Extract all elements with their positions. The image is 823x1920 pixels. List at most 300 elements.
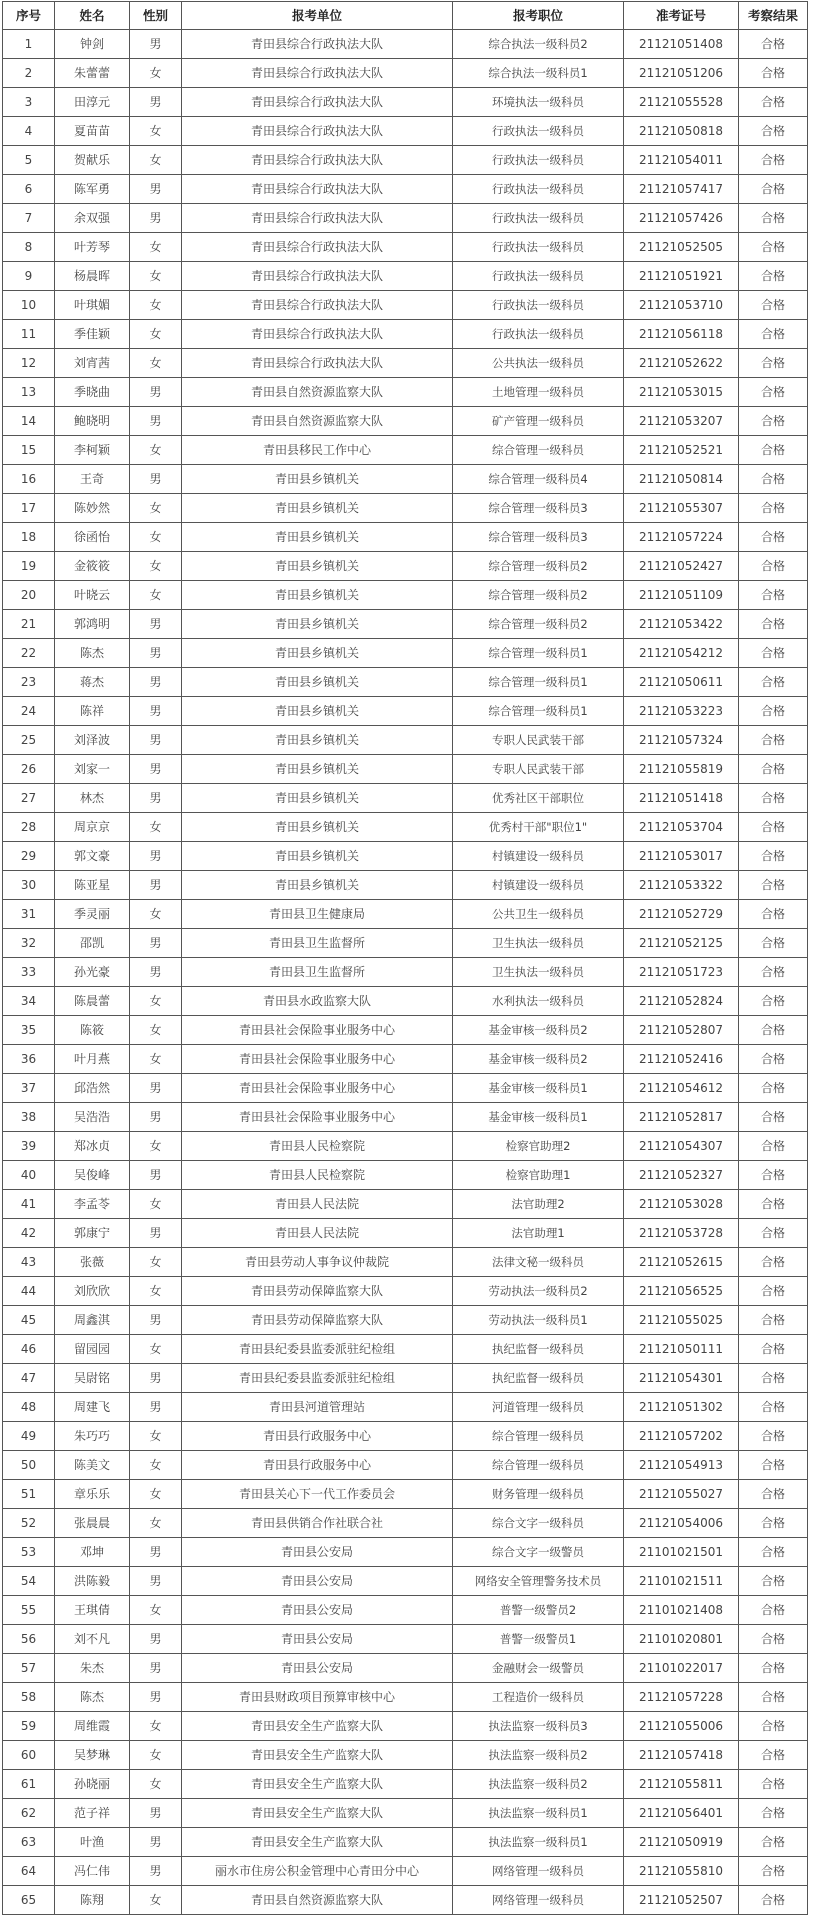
cell-unit: 青田县乡镇机关 (182, 610, 453, 639)
header-position: 报考职位 (453, 2, 624, 30)
cell-result: 合格 (739, 1074, 808, 1103)
cell-name: 陈亚星 (55, 871, 130, 900)
cell-unit: 青田县安全生产监察大队 (182, 1799, 453, 1828)
cell-unit: 青田县安全生产监察大队 (182, 1741, 453, 1770)
table-row (3, 1509, 808, 1538)
cell-result: 合格 (739, 1480, 808, 1509)
cell-name: 章乐乐 (55, 1480, 130, 1509)
cell-result: 合格 (739, 1654, 808, 1683)
cell-result: 合格 (739, 552, 808, 581)
cell-unit: 青田县乡镇机关 (182, 697, 453, 726)
cell-gender: 男 (130, 1219, 182, 1248)
table-row (3, 1364, 808, 1393)
cell-serial: 31 (3, 900, 55, 929)
cell-serial: 45 (3, 1306, 55, 1335)
cell-gender: 男 (130, 929, 182, 958)
cell-result: 合格 (739, 726, 808, 755)
cell-ticket-number: 21121050919 (624, 1828, 739, 1857)
cell-name: 郭康宁 (55, 1219, 130, 1248)
cell-name: 叶月燕 (55, 1045, 130, 1074)
cell-result: 合格 (739, 1045, 808, 1074)
cell-name: 范子祥 (55, 1799, 130, 1828)
cell-name: 陈美文 (55, 1451, 130, 1480)
cell-position: 土地管理一级科员 (453, 378, 624, 407)
cell-gender: 女 (130, 900, 182, 929)
cell-ticket-number: 21121053422 (624, 610, 739, 639)
cell-serial: 5 (3, 146, 55, 175)
cell-unit: 青田县安全生产监察大队 (182, 1770, 453, 1799)
cell-position: 河道管理一级科员 (453, 1393, 624, 1422)
cell-result: 合格 (739, 1277, 808, 1306)
cell-unit: 青田县卫生监督所 (182, 958, 453, 987)
cell-name: 刘泽波 (55, 726, 130, 755)
cell-position: 村镇建设一级科员 (453, 871, 624, 900)
cell-gender: 男 (130, 378, 182, 407)
cell-position: 综合管理一级科员 (453, 1422, 624, 1451)
cell-name: 郭鸿明 (55, 610, 130, 639)
cell-result: 合格 (739, 1741, 808, 1770)
cell-gender: 女 (130, 320, 182, 349)
cell-gender: 女 (130, 1480, 182, 1509)
cell-gender: 女 (130, 523, 182, 552)
cell-result: 合格 (739, 291, 808, 320)
cell-serial: 63 (3, 1828, 55, 1857)
cell-unit: 青田县乡镇机关 (182, 639, 453, 668)
cell-unit: 青田县公安局 (182, 1538, 453, 1567)
cell-ticket-number: 21121052327 (624, 1161, 739, 1190)
table-row (3, 1451, 808, 1480)
cell-name: 周鑫淇 (55, 1306, 130, 1335)
cell-gender: 女 (130, 1741, 182, 1770)
cell-result: 合格 (739, 1248, 808, 1277)
cell-serial: 4 (3, 117, 55, 146)
cell-name: 钟剑 (55, 30, 130, 59)
header-serial: 序号 (3, 2, 55, 30)
cell-position: 综合管理一级科员1 (453, 697, 624, 726)
cell-position: 公共执法一级科员 (453, 349, 624, 378)
cell-result: 合格 (739, 900, 808, 929)
cell-name: 刘不凡 (55, 1625, 130, 1654)
cell-gender: 女 (130, 1335, 182, 1364)
table-row (3, 233, 808, 262)
table-row (3, 842, 808, 871)
cell-position: 基金审核一级科员2 (453, 1045, 624, 1074)
cell-serial: 46 (3, 1335, 55, 1364)
cell-position: 优秀社区干部职位 (453, 784, 624, 813)
cell-serial: 16 (3, 465, 55, 494)
cell-gender: 女 (130, 1190, 182, 1219)
table-row (3, 1712, 808, 1741)
cell-gender: 女 (130, 1770, 182, 1799)
cell-ticket-number: 21121052416 (624, 1045, 739, 1074)
cell-result: 合格 (739, 1683, 808, 1712)
table-row (3, 1161, 808, 1190)
cell-serial: 36 (3, 1045, 55, 1074)
cell-name: 冯仁伟 (55, 1857, 130, 1886)
table-row (3, 639, 808, 668)
cell-name: 孙光豪 (55, 958, 130, 987)
cell-ticket-number: 21121052125 (624, 929, 739, 958)
cell-result: 合格 (739, 639, 808, 668)
cell-name: 叶渔 (55, 1828, 130, 1857)
table-row (3, 1741, 808, 1770)
cell-unit: 青田县综合行政执法大队 (182, 146, 453, 175)
cell-position: 行政执法一级科员 (453, 291, 624, 320)
cell-ticket-number: 21121051921 (624, 262, 739, 291)
cell-ticket-number: 21121051109 (624, 581, 739, 610)
cell-name: 季佳颖 (55, 320, 130, 349)
cell-gender: 男 (130, 1567, 182, 1596)
cell-ticket-number: 21121055027 (624, 1480, 739, 1509)
cell-serial: 33 (3, 958, 55, 987)
cell-position: 劳动执法一级科员2 (453, 1277, 624, 1306)
cell-gender: 男 (130, 1857, 182, 1886)
cell-gender: 女 (130, 146, 182, 175)
cell-serial: 1 (3, 30, 55, 59)
cell-serial: 35 (3, 1016, 55, 1045)
cell-ticket-number: 21121057418 (624, 1741, 739, 1770)
cell-unit: 青田县行政服务中心 (182, 1422, 453, 1451)
cell-serial: 25 (3, 726, 55, 755)
cell-serial: 7 (3, 204, 55, 233)
cell-unit: 青田县自然资源监察大队 (182, 407, 453, 436)
table-row (3, 349, 808, 378)
cell-ticket-number: 21121056525 (624, 1277, 739, 1306)
cell-serial: 15 (3, 436, 55, 465)
cell-unit: 青田县乡镇机关 (182, 755, 453, 784)
cell-name: 夏苗苗 (55, 117, 130, 146)
cell-ticket-number: 21121055307 (624, 494, 739, 523)
cell-serial: 65 (3, 1886, 55, 1915)
cell-serial: 64 (3, 1857, 55, 1886)
table-row (3, 1103, 808, 1132)
cell-position: 综合管理一级科员4 (453, 465, 624, 494)
cell-gender: 女 (130, 233, 182, 262)
cell-result: 合格 (739, 1538, 808, 1567)
cell-ticket-number: 21121051723 (624, 958, 739, 987)
table-row (3, 320, 808, 349)
cell-serial: 22 (3, 639, 55, 668)
cell-serial: 19 (3, 552, 55, 581)
cell-name: 蒋杰 (55, 668, 130, 697)
cell-unit: 青田县公安局 (182, 1567, 453, 1596)
cell-ticket-number: 21121052427 (624, 552, 739, 581)
cell-gender: 男 (130, 30, 182, 59)
cell-result: 合格 (739, 697, 808, 726)
cell-gender: 女 (130, 987, 182, 1016)
cell-gender: 男 (130, 1683, 182, 1712)
cell-serial: 26 (3, 755, 55, 784)
cell-serial: 50 (3, 1451, 55, 1480)
cell-unit: 青田县供销合作社联合社 (182, 1509, 453, 1538)
header-name: 姓名 (55, 2, 130, 30)
cell-serial: 10 (3, 291, 55, 320)
cell-result: 合格 (739, 987, 808, 1016)
cell-ticket-number: 21121054307 (624, 1132, 739, 1161)
cell-name: 陈杰 (55, 639, 130, 668)
cell-result: 合格 (739, 1857, 808, 1886)
cell-position: 公共卫生一级科员 (453, 900, 624, 929)
cell-ticket-number: 21121051408 (624, 30, 739, 59)
cell-serial: 62 (3, 1799, 55, 1828)
cell-serial: 9 (3, 262, 55, 291)
candidate-table (2, 1, 808, 1915)
cell-unit: 青田县综合行政执法大队 (182, 320, 453, 349)
cell-name: 邵凯 (55, 929, 130, 958)
cell-name: 朱巧巧 (55, 1422, 130, 1451)
cell-result: 合格 (739, 378, 808, 407)
cell-gender: 男 (130, 668, 182, 697)
cell-gender: 女 (130, 1132, 182, 1161)
cell-position: 行政执法一级科员 (453, 233, 624, 262)
table-row (3, 1770, 808, 1799)
cell-result: 合格 (739, 1886, 808, 1915)
cell-unit: 青田县综合行政执法大队 (182, 262, 453, 291)
cell-gender: 男 (130, 465, 182, 494)
cell-serial: 12 (3, 349, 55, 378)
cell-serial: 43 (3, 1248, 55, 1277)
table-row (3, 175, 808, 204)
cell-ticket-number: 21121055819 (624, 755, 739, 784)
cell-position: 行政执法一级科员 (453, 117, 624, 146)
cell-result: 合格 (739, 842, 808, 871)
cell-position: 法官助理2 (453, 1190, 624, 1219)
cell-name: 洪陈毅 (55, 1567, 130, 1596)
cell-unit: 青田县乡镇机关 (182, 784, 453, 813)
cell-position: 水利执法一级科员 (453, 987, 624, 1016)
cell-ticket-number: 21121052622 (624, 349, 739, 378)
cell-name: 陈妙然 (55, 494, 130, 523)
table-row (3, 1654, 808, 1683)
cell-gender: 女 (130, 117, 182, 146)
table-row (3, 1625, 808, 1654)
cell-ticket-number: 21121053015 (624, 378, 739, 407)
cell-gender: 女 (130, 1422, 182, 1451)
cell-serial: 59 (3, 1712, 55, 1741)
cell-ticket-number: 21101020801 (624, 1625, 739, 1654)
table-row (3, 465, 808, 494)
table-row (3, 697, 808, 726)
cell-position: 综合文字一级科员 (453, 1509, 624, 1538)
cell-ticket-number: 21121052521 (624, 436, 739, 465)
cell-position: 行政执法一级科员 (453, 262, 624, 291)
cell-result: 合格 (739, 320, 808, 349)
table-row (3, 204, 808, 233)
cell-serial: 21 (3, 610, 55, 639)
cell-name: 吴梦琳 (55, 1741, 130, 1770)
cell-result: 合格 (739, 1132, 808, 1161)
cell-result: 合格 (739, 1335, 808, 1364)
cell-unit: 青田县公安局 (182, 1654, 453, 1683)
cell-unit: 青田县安全生产监察大队 (182, 1828, 453, 1857)
cell-serial: 61 (3, 1770, 55, 1799)
cell-gender: 女 (130, 1509, 182, 1538)
cell-name: 刘宵茜 (55, 349, 130, 378)
cell-position: 矿产管理一级科员 (453, 407, 624, 436)
cell-result: 合格 (739, 1567, 808, 1596)
cell-gender: 男 (130, 1393, 182, 1422)
cell-result: 合格 (739, 1364, 808, 1393)
cell-result: 合格 (739, 1393, 808, 1422)
cell-unit: 青田县财政项目预算审核中心 (182, 1683, 453, 1712)
cell-name: 刘欣欣 (55, 1277, 130, 1306)
cell-name: 金筱筱 (55, 552, 130, 581)
cell-result: 合格 (739, 1161, 808, 1190)
table-row (3, 1074, 808, 1103)
table-row (3, 1277, 808, 1306)
cell-serial: 53 (3, 1538, 55, 1567)
cell-result: 合格 (739, 581, 808, 610)
cell-name: 朱杰 (55, 1654, 130, 1683)
cell-serial: 41 (3, 1190, 55, 1219)
cell-ticket-number: 21121051302 (624, 1393, 739, 1422)
cell-position: 综合管理一级科员2 (453, 610, 624, 639)
cell-serial: 6 (3, 175, 55, 204)
cell-name: 季灵丽 (55, 900, 130, 929)
table-row (3, 1857, 808, 1886)
cell-gender: 男 (130, 755, 182, 784)
cell-unit: 青田县社会保险事业服务中心 (182, 1074, 453, 1103)
cell-ticket-number: 21101021511 (624, 1567, 739, 1596)
table-row (3, 1306, 808, 1335)
cell-ticket-number: 21121057324 (624, 726, 739, 755)
cell-serial: 30 (3, 871, 55, 900)
cell-gender: 男 (130, 1074, 182, 1103)
cell-serial: 57 (3, 1654, 55, 1683)
cell-position: 综合管理一级科员3 (453, 494, 624, 523)
table-row (3, 1828, 808, 1857)
cell-position: 综合管理一级科员3 (453, 523, 624, 552)
cell-result: 合格 (739, 175, 808, 204)
table-row (3, 88, 808, 117)
cell-ticket-number: 21101021501 (624, 1538, 739, 1567)
cell-position: 检察官助理1 (453, 1161, 624, 1190)
cell-position: 执法监察一级科员2 (453, 1770, 624, 1799)
table-row (3, 987, 808, 1016)
table-row (3, 1016, 808, 1045)
cell-unit: 青田县综合行政执法大队 (182, 204, 453, 233)
cell-serial: 52 (3, 1509, 55, 1538)
cell-result: 合格 (739, 204, 808, 233)
cell-serial: 34 (3, 987, 55, 1016)
table-row (3, 581, 808, 610)
cell-ticket-number: 21121054006 (624, 1509, 739, 1538)
table-row (3, 1799, 808, 1828)
cell-unit: 青田县综合行政执法大队 (182, 233, 453, 262)
cell-ticket-number: 21121051206 (624, 59, 739, 88)
cell-result: 合格 (739, 755, 808, 784)
cell-ticket-number: 21121054301 (624, 1364, 739, 1393)
cell-serial: 44 (3, 1277, 55, 1306)
cell-name: 李孟苓 (55, 1190, 130, 1219)
cell-unit: 青田县人民检察院 (182, 1161, 453, 1190)
cell-gender: 男 (130, 1306, 182, 1335)
cell-unit: 青田县乡镇机关 (182, 494, 453, 523)
cell-result: 合格 (739, 784, 808, 813)
cell-unit: 青田县人民法院 (182, 1190, 453, 1219)
cell-name: 邱浩然 (55, 1074, 130, 1103)
cell-unit: 丽水市住房公积金管理中心青田分中心 (182, 1857, 453, 1886)
table-row (3, 1190, 808, 1219)
cell-result: 合格 (739, 30, 808, 59)
cell-unit: 青田县安全生产监察大队 (182, 1712, 453, 1741)
cell-serial: 17 (3, 494, 55, 523)
table-row (3, 958, 808, 987)
cell-position: 专职人民武装干部 (453, 726, 624, 755)
cell-position: 综合执法一级科员1 (453, 59, 624, 88)
cell-ticket-number: 21121057224 (624, 523, 739, 552)
cell-ticket-number: 21121052817 (624, 1103, 739, 1132)
cell-gender: 男 (130, 1364, 182, 1393)
cell-serial: 29 (3, 842, 55, 871)
table-row (3, 1683, 808, 1712)
cell-unit: 青田县关心下一代工作委员会 (182, 1480, 453, 1509)
cell-position: 卫生执法一级科员 (453, 958, 624, 987)
cell-position: 财务管理一级科员 (453, 1480, 624, 1509)
cell-ticket-number: 21121057202 (624, 1422, 739, 1451)
cell-serial: 13 (3, 378, 55, 407)
table-row (3, 378, 808, 407)
cell-position: 卫生执法一级科员 (453, 929, 624, 958)
cell-name: 余双强 (55, 204, 130, 233)
cell-position: 村镇建设一级科员 (453, 842, 624, 871)
table-row (3, 407, 808, 436)
cell-result: 合格 (739, 494, 808, 523)
cell-unit: 青田县乡镇机关 (182, 842, 453, 871)
cell-ticket-number: 21121053223 (624, 697, 739, 726)
cell-unit: 青田县社会保险事业服务中心 (182, 1016, 453, 1045)
table-row (3, 900, 808, 929)
table-row (3, 871, 808, 900)
cell-position: 法律文秘一级科员 (453, 1248, 624, 1277)
cell-name: 郭文豪 (55, 842, 130, 871)
cell-position: 金融财会一级警员 (453, 1654, 624, 1683)
cell-result: 合格 (739, 349, 808, 378)
cell-result: 合格 (739, 1625, 808, 1654)
cell-result: 合格 (739, 929, 808, 958)
table-row (3, 59, 808, 88)
table-row (3, 610, 808, 639)
table-row (3, 755, 808, 784)
cell-result: 合格 (739, 1799, 808, 1828)
cell-name: 陈筱 (55, 1016, 130, 1045)
cell-position: 综合管理一级科员 (453, 1451, 624, 1480)
table-row (3, 1335, 808, 1364)
cell-position: 普警一级警员1 (453, 1625, 624, 1654)
cell-result: 合格 (739, 1712, 808, 1741)
cell-unit: 青田县公安局 (182, 1596, 453, 1625)
header-result: 考察结果 (739, 2, 808, 30)
cell-gender: 男 (130, 1799, 182, 1828)
cell-name: 周建飞 (55, 1393, 130, 1422)
cell-serial: 60 (3, 1741, 55, 1770)
cell-name: 叶晓云 (55, 581, 130, 610)
cell-name: 鲍晓明 (55, 407, 130, 436)
cell-position: 行政执法一级科员 (453, 146, 624, 175)
cell-ticket-number: 21121053704 (624, 813, 739, 842)
cell-name: 郑冰贞 (55, 1132, 130, 1161)
cell-gender: 男 (130, 639, 182, 668)
cell-serial: 54 (3, 1567, 55, 1596)
cell-gender: 女 (130, 1451, 182, 1480)
table-row (3, 1567, 808, 1596)
cell-result: 合格 (739, 610, 808, 639)
cell-ticket-number: 21121055025 (624, 1306, 739, 1335)
cell-unit: 青田县乡镇机关 (182, 552, 453, 581)
table-row (3, 1538, 808, 1567)
cell-result: 合格 (739, 465, 808, 494)
cell-serial: 38 (3, 1103, 55, 1132)
